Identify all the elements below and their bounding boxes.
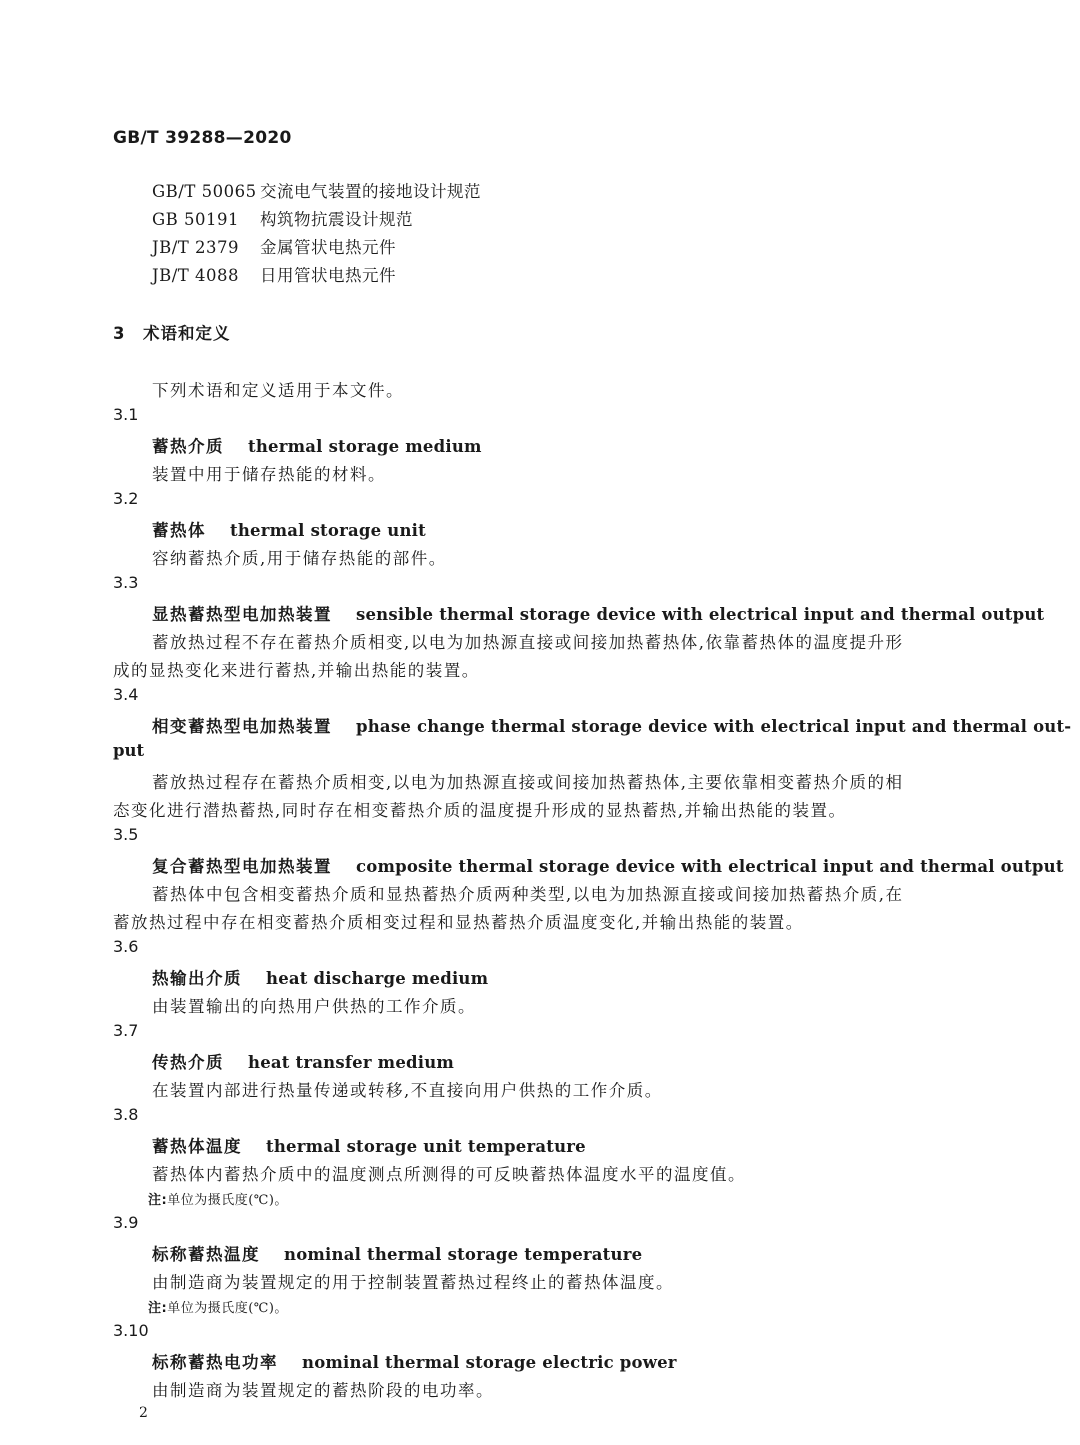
term-heading bbox=[152, 601, 1044, 625]
document-code: GB/T 39288—2020 bbox=[113, 128, 292, 148]
section-heading bbox=[113, 320, 231, 344]
term-english: thermal storage unit temperature bbox=[266, 1137, 586, 1156]
term-chinese: 显热蓄热型电加热装置 bbox=[152, 605, 332, 624]
term-heading bbox=[152, 713, 1071, 737]
term-chinese: 蓄热介质 bbox=[152, 437, 224, 456]
term-english: thermal storage medium bbox=[248, 437, 482, 456]
term-definition: 由装置输出的向热用户供热的工作介质。 bbox=[152, 997, 476, 1016]
reference-item bbox=[152, 178, 481, 202]
term-note bbox=[148, 1297, 288, 1316]
section-title: 术语和定义 bbox=[143, 324, 231, 343]
term-number: 3.8 bbox=[113, 1105, 139, 1124]
term-definition: 由制造商为装置规定的用于控制装置蓄热过程终止的蓄热体温度。 bbox=[152, 1273, 674, 1292]
term-number: 3.10 bbox=[113, 1321, 149, 1340]
term-number: 3.2 bbox=[113, 489, 139, 508]
term-heading bbox=[152, 1133, 586, 1157]
term-english: heat discharge medium bbox=[266, 969, 489, 988]
term-definition: 蓄放热过程不存在蓄热介质相变,以电为加热源直接或间接加热蓄热体,依靠蓄热体的温度提升形 bbox=[152, 633, 904, 652]
term-heading bbox=[152, 1349, 677, 1373]
term-definition: 容纳蓄热介质,用于储存热能的部件。 bbox=[152, 549, 447, 568]
term-chinese: 传热介质 bbox=[152, 1053, 224, 1072]
term-number: 3.5 bbox=[113, 825, 139, 844]
reference-title: 日用管状电热元件 bbox=[260, 266, 396, 285]
term-definition: 蓄热体中包含相变蓄热介质和显热蓄热介质两种类型,以电为加热源直接或间接加热蓄热介质,在 bbox=[152, 885, 904, 904]
term-chinese: 热输出介质 bbox=[152, 969, 242, 988]
reference-item bbox=[152, 234, 396, 258]
note-label: 注: bbox=[148, 1301, 168, 1316]
term-chinese: 标称蓄热电功率 bbox=[152, 1353, 278, 1372]
reference-code: GB/T 50065 bbox=[152, 182, 257, 201]
note-text: 单位为摄氏度(℃)。 bbox=[167, 1193, 288, 1208]
term-chinese: 蓄热体温度 bbox=[152, 1137, 242, 1156]
term-definition: 蓄放热过程存在蓄热介质相变,以电为加热源直接或间接加热蓄热体,主要依靠相变蓄热介质的相 bbox=[152, 773, 904, 792]
reference-title: 构筑物抗震设计规范 bbox=[260, 210, 413, 229]
reference-code: JB/T 4088 bbox=[152, 266, 240, 285]
reference-code: JB/T 2379 bbox=[152, 238, 240, 257]
term-heading bbox=[152, 853, 1064, 877]
term-heading bbox=[152, 965, 488, 989]
reference-title: 交流电气装置的接地设计规范 bbox=[260, 182, 481, 201]
term-english-continuation: put bbox=[113, 741, 145, 760]
term-definition: 装置中用于储存热能的材料。 bbox=[152, 465, 386, 484]
reference-item bbox=[152, 262, 396, 286]
term-number: 3.7 bbox=[113, 1021, 139, 1040]
term-english: composite thermal storage device with electrical input and thermal output bbox=[356, 857, 1064, 876]
term-chinese: 复合蓄热型电加热装置 bbox=[152, 857, 332, 876]
term-english: phase change thermal storage device with electrical input and thermal out- bbox=[356, 717, 1072, 736]
term-number: 3.6 bbox=[113, 937, 139, 956]
term-definition: 蓄热体内蓄热介质中的温度测点所测得的可反映蓄热体温度水平的温度值。 bbox=[152, 1165, 746, 1184]
term-english: nominal thermal storage temperature bbox=[284, 1245, 643, 1264]
reference-code: GB 50191 bbox=[152, 210, 240, 229]
term-english: nominal thermal storage electric power bbox=[302, 1353, 677, 1372]
term-heading bbox=[152, 433, 482, 457]
reference-item bbox=[152, 206, 413, 230]
term-chinese: 标称蓄热温度 bbox=[152, 1245, 260, 1264]
term-definition: 成的显热变化来进行蓄热,并输出热能的装置。 bbox=[113, 661, 480, 680]
reference-title: 金属管状电热元件 bbox=[260, 238, 396, 257]
note-text: 单位为摄氏度(℃)。 bbox=[167, 1301, 288, 1316]
term-english: sensible thermal storage device with electrical input and thermal output bbox=[356, 605, 1045, 624]
section-number: 3 bbox=[113, 324, 126, 343]
term-heading bbox=[152, 1049, 454, 1073]
term-chinese: 相变蓄热型电加热装置 bbox=[152, 717, 332, 736]
term-number: 3.4 bbox=[113, 685, 139, 704]
term-heading bbox=[152, 517, 426, 541]
note-label: 注: bbox=[148, 1193, 168, 1208]
term-number: 3.1 bbox=[113, 405, 139, 424]
term-number: 3.9 bbox=[113, 1213, 139, 1232]
page-number: 2 bbox=[139, 1405, 148, 1421]
term-definition: 态变化进行潜热蓄热,同时存在相变蓄热介质的温度提升形成的显热蓄热,并输出热能的装置。 bbox=[113, 801, 847, 820]
term-note bbox=[148, 1189, 288, 1208]
term-chinese: 蓄热体 bbox=[152, 521, 206, 540]
term-english: heat transfer medium bbox=[248, 1053, 455, 1072]
term-number: 3.3 bbox=[113, 573, 139, 592]
term-definition: 在装置内部进行热量传递或转移,不直接向用户供热的工作介质。 bbox=[152, 1081, 663, 1100]
term-english: thermal storage unit bbox=[230, 521, 426, 540]
term-definition: 由制造商为装置规定的蓄热阶段的电功率。 bbox=[152, 1381, 494, 1400]
section-intro: 下列术语和定义适用于本文件。 bbox=[152, 381, 404, 400]
term-definition: 蓄放热过程中存在相变蓄热介质相变过程和显热蓄热介质温度变化,并输出热能的装置。 bbox=[113, 913, 804, 932]
term-heading bbox=[152, 1241, 642, 1265]
